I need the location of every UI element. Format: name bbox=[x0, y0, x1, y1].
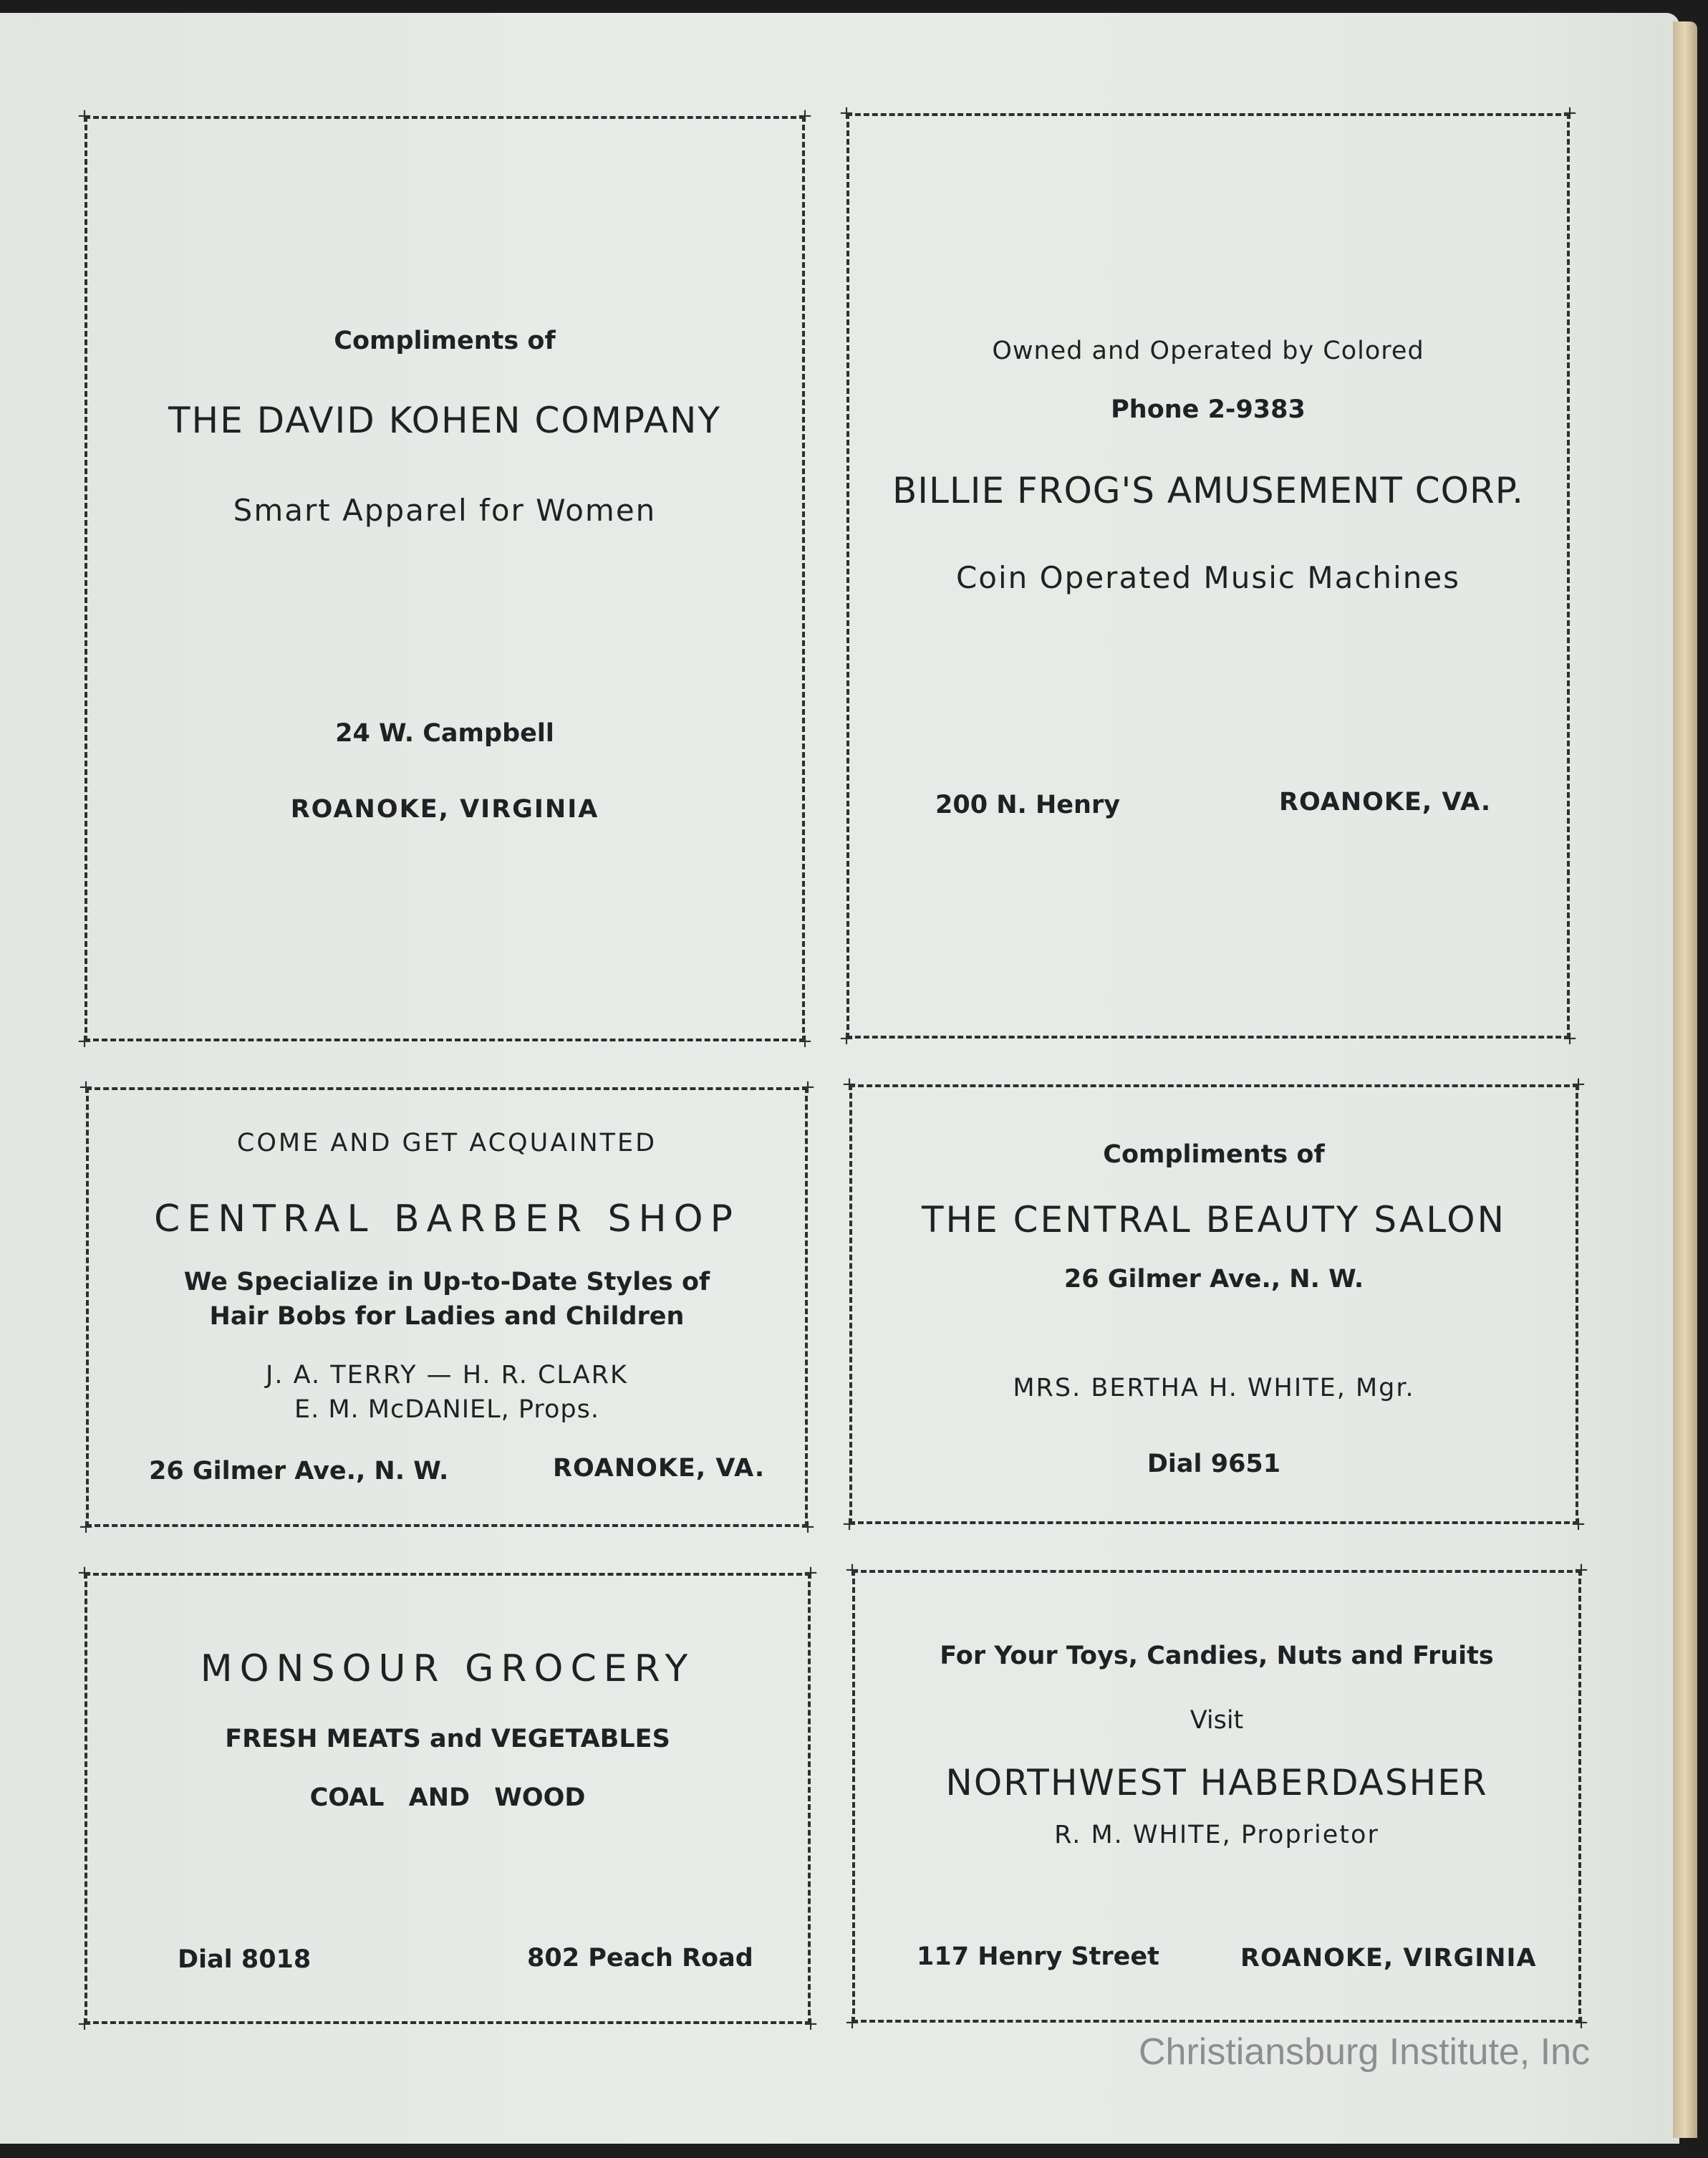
corner-ornament: + bbox=[844, 2012, 860, 2033]
dial: Dial 9651 bbox=[1147, 1450, 1281, 1478]
goods-line-2: COAL AND WOOD bbox=[309, 1783, 586, 1812]
corner-ornament: + bbox=[839, 1028, 854, 1049]
address: 24 W. Campbell bbox=[335, 719, 554, 748]
corner-ornament: + bbox=[77, 1562, 92, 1584]
specialty-line-1: We Specialize in Up-to-Date Styles of bbox=[183, 1268, 710, 1296]
corner-ornament: + bbox=[1571, 1074, 1586, 1095]
ad-northwest-haberdasher bbox=[844, 1559, 1589, 2033]
page-edge bbox=[1673, 21, 1697, 2138]
corner-ornament: + bbox=[803, 1562, 819, 1584]
corner-ornament: + bbox=[1573, 1559, 1589, 1581]
dial: Dial 8018 bbox=[178, 1945, 312, 1974]
manager: MRS. BERTHA H. WHITE, Mgr. bbox=[1013, 1374, 1415, 1402]
business-name: THE CENTRAL BEAUTY SALON bbox=[921, 1199, 1507, 1241]
ad-monsour-grocery bbox=[77, 1562, 819, 2035]
tagline: Coin Operated Music Machines bbox=[955, 560, 1461, 595]
corner-ornament: + bbox=[77, 1031, 92, 1052]
proprietors-line-1: J. A. TERRY — H. R. CLARK bbox=[266, 1361, 628, 1389]
ad-billie-frog bbox=[839, 102, 1578, 1049]
corner-ornament: + bbox=[797, 1031, 813, 1052]
intro-text: COME AND GET ACQUAINTED bbox=[236, 1129, 657, 1157]
corner-ornament: + bbox=[844, 1559, 860, 1581]
corner-ornament: + bbox=[841, 1513, 857, 1535]
business-name: MONSOUR GROCERY bbox=[200, 1647, 695, 1690]
compliments-text: Compliments of bbox=[1103, 1140, 1325, 1169]
ad-central-barber-shop bbox=[78, 1076, 816, 1538]
corner-ornament: + bbox=[78, 1076, 94, 1098]
visit-text: Visit bbox=[1190, 1706, 1244, 1735]
ad-david-kohen bbox=[77, 105, 813, 1052]
corner-ornament: + bbox=[1562, 102, 1578, 124]
specialty-line-2: Hair Bobs for Ladies and Children bbox=[209, 1302, 685, 1331]
corner-ornament: + bbox=[797, 105, 813, 127]
city: ROANOKE, VA. bbox=[553, 1454, 766, 1483]
business-name: CENTRAL BARBER SHOP bbox=[154, 1198, 740, 1241]
tagline: Smart Apparel for Women bbox=[233, 493, 657, 528]
city: ROANOKE, VIRGINIA bbox=[1240, 1944, 1537, 1972]
address: 26 Gilmer Ave., N. W. bbox=[1063, 1265, 1364, 1294]
ownership-note: Owned and Operated by Colored bbox=[992, 337, 1424, 365]
corner-ornament: + bbox=[800, 1516, 816, 1538]
corner-ornament: + bbox=[803, 2013, 819, 2035]
business-name: BILLIE FROG'S AMUSEMENT CORP. bbox=[892, 470, 1525, 511]
corner-ornament: + bbox=[1571, 1513, 1586, 1535]
address: 117 Henry Street bbox=[917, 1942, 1159, 1971]
corner-ornament: + bbox=[839, 102, 854, 124]
city: ROANOKE, VA. bbox=[1279, 788, 1492, 817]
corner-ornament: + bbox=[1573, 2012, 1589, 2033]
corner-ornament: + bbox=[1562, 1028, 1578, 1049]
corner-ornament: + bbox=[77, 105, 92, 127]
intro-text: For Your Toys, Candies, Nuts and Fruits bbox=[940, 1642, 1494, 1670]
corner-ornament: + bbox=[800, 1076, 816, 1098]
city: ROANOKE, VIRGINIA bbox=[290, 795, 599, 824]
corner-ornament: + bbox=[78, 1516, 94, 1538]
corner-ornament: + bbox=[77, 2013, 92, 2035]
proprietor: R. M. WHITE, Proprietor bbox=[1054, 1821, 1379, 1849]
goods-line-1: FRESH MEATS and VEGETABLES bbox=[225, 1725, 670, 1753]
corner-ornament: + bbox=[841, 1074, 857, 1095]
business-name: THE DAVID KOHEN COMPANY bbox=[168, 400, 721, 441]
address: 200 N. Henry bbox=[935, 791, 1121, 819]
ad-central-beauty-salon bbox=[841, 1074, 1586, 1535]
phone: Phone 2-9383 bbox=[1111, 395, 1306, 424]
address: 26 Gilmer Ave., N. W. bbox=[149, 1457, 449, 1485]
business-name: NORTHWEST HABERDASHER bbox=[945, 1762, 1488, 1803]
proprietors-line-2: E. M. McDANIEL, Props. bbox=[294, 1395, 599, 1424]
watermark: Christiansburg Institute, Inc bbox=[1139, 2031, 1591, 2073]
address: 802 Peach Road bbox=[527, 1944, 753, 1972]
compliments-text: Compliments of bbox=[334, 327, 556, 355]
